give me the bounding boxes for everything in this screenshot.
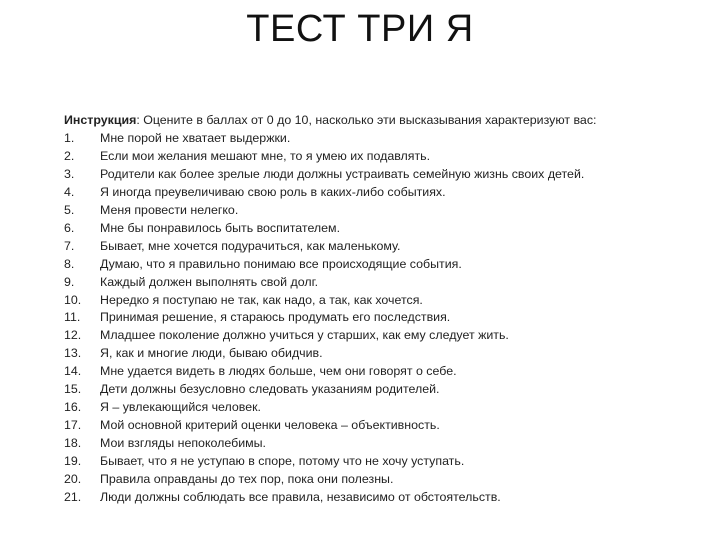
statement-item <box>64 363 704 381</box>
statement-number: 11. <box>64 310 81 325</box>
statement-text: Младшее поколение должно учиться у старших, как ему следует жить. <box>100 328 509 343</box>
statement-text: Мой основной критерий оценки человека – объективность. <box>100 418 440 433</box>
statement-number: 16. <box>64 400 82 415</box>
statement-text: Если мои желания мешают мне, то я умею их подавлять. <box>100 148 431 163</box>
statement-item <box>64 399 704 417</box>
statement-item <box>64 184 704 202</box>
statement-item <box>64 489 704 507</box>
statement-text: Меня провести нелегко. <box>100 202 239 217</box>
statement-text: Правила оправданы до тех пор, пока они полезны. <box>100 472 394 487</box>
statement-item <box>64 309 704 327</box>
statement-number: 15. <box>64 382 82 397</box>
slide-title: ТЕСТ ТРИ Я <box>246 8 474 50</box>
statement-text: Каждый должен выполнять свой долг. <box>100 274 319 289</box>
statement-number: 5. <box>64 202 75 217</box>
statement-item <box>64 238 704 256</box>
instruction-label: Инструкция <box>64 113 137 127</box>
statement-number: 10. <box>64 292 82 307</box>
statement-number: 12. <box>64 328 82 343</box>
statement-text: Мне бы понравилось быть воспитателем. <box>100 220 341 235</box>
statement-number: 18. <box>64 436 82 451</box>
statement-item <box>64 220 704 238</box>
statement-item <box>64 166 704 184</box>
statement-text: Люди должны соблюдать все правила, независимо от обстоятельств. <box>100 490 501 505</box>
statement-text: Я – увлекающийся человек. <box>100 400 261 415</box>
instruction <box>64 112 704 130</box>
statement-number: 2. <box>64 148 75 163</box>
statement-item <box>64 345 704 363</box>
statement-number: 3. <box>64 166 75 181</box>
statement-item <box>64 417 704 435</box>
statement-item <box>64 130 704 148</box>
statement-text: Бывает, мне хочется подурачиться, как маленькому. <box>100 238 401 253</box>
statement-item <box>64 274 704 292</box>
statement-number: 17. <box>64 418 82 433</box>
statement-text: Дети должны безусловно следовать указаниям родителей. <box>100 382 440 397</box>
statement-text: Я иногда преувеличиваю свою роль в каких-либо событиях. <box>100 184 446 199</box>
statement-number: 13. <box>64 346 82 361</box>
statement-number: 6. <box>64 220 75 235</box>
statement-text: Я, как и многие люди, бываю обидчив. <box>100 346 323 361</box>
statement-item <box>64 202 704 220</box>
statement-number: 14. <box>64 364 82 379</box>
statement-item <box>64 381 704 399</box>
statement-text: Нередко я поступаю не так, как надо, а так, как хочется. <box>100 292 423 307</box>
statement-item <box>64 327 704 345</box>
statement-text: Принимая решение, я стараюсь продумать его последствия. <box>100 310 451 325</box>
slide-body <box>64 112 704 507</box>
statement-number: 19. <box>64 454 82 469</box>
statement-item <box>64 471 704 489</box>
statement-number: 21. <box>64 490 82 505</box>
instruction-text: : Оцените в баллах от 0 до 10, насколько эти высказывания характеризуют вас: <box>136 113 597 127</box>
statement-item <box>64 453 704 471</box>
statement-number: 8. <box>64 256 75 271</box>
statement-text: Думаю, что я правильно понимаю все происходящие события. <box>100 256 462 271</box>
statement-text: Мои взгляды непоколебимы. <box>100 436 266 451</box>
statement-number: 9. <box>64 274 75 289</box>
statement-number: 7. <box>64 238 75 253</box>
statement-number: 1. <box>64 130 75 145</box>
statement-text: Мне порой не хватает выдержки. <box>100 130 291 145</box>
statement-text: Родители как более зрелые люди должны устраивать семейную жизнь своих детей. <box>100 166 585 181</box>
statement-number: 4. <box>64 184 75 199</box>
statement-item <box>64 292 704 310</box>
statement-item <box>64 256 704 274</box>
statement-text: Бывает, что я не уступаю в споре, потому что не хочу уступать. <box>100 454 465 469</box>
statement-item <box>64 148 704 166</box>
statement-item <box>64 435 704 453</box>
statement-list <box>64 130 704 507</box>
statement-number: 20. <box>64 472 82 487</box>
statement-text: Мне удается видеть в людях больше, чем они говорят о себе. <box>100 364 457 379</box>
